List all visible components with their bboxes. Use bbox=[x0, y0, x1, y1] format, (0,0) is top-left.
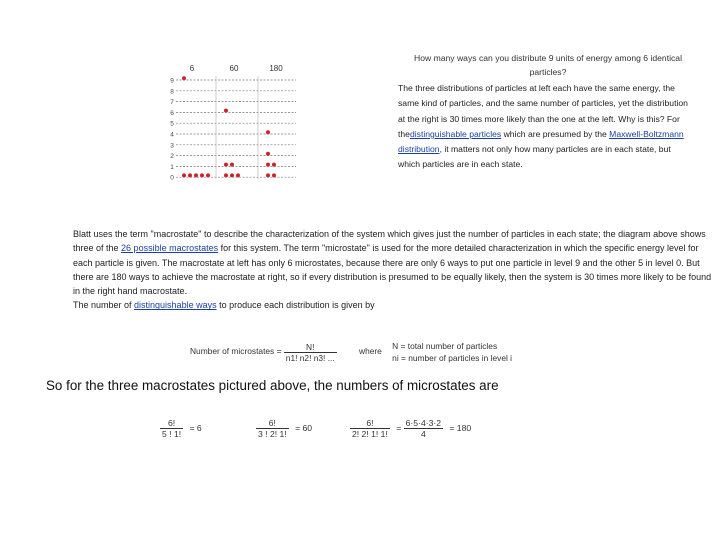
calc1-numerator: 6! bbox=[160, 418, 183, 429]
particle-dot-6-level0-5 bbox=[206, 173, 210, 177]
calc2-fraction bbox=[256, 418, 289, 439]
formula-fraction bbox=[284, 342, 337, 363]
level-label-5: 5 bbox=[170, 120, 174, 128]
particle-dot-6-level0-4 bbox=[200, 173, 204, 177]
calc3-mid-numerator: 6·5·4·3·2 bbox=[405, 418, 442, 428]
particle-dot-60-level0-1 bbox=[224, 173, 228, 177]
formula-numerator: N! bbox=[284, 342, 337, 353]
calc3-denominator: 2! 2! 1! 1! bbox=[352, 429, 388, 439]
link-distinguishable-ways[interactable]: distinguishable ways bbox=[134, 300, 217, 311]
intro-part2: which are presumed by the bbox=[501, 128, 610, 139]
calc1-result: = 6 bbox=[189, 422, 202, 433]
calc-macrostate-60 bbox=[256, 418, 312, 439]
particle-dot-6-level9-1 bbox=[182, 76, 186, 80]
calc-macrostate-6 bbox=[160, 418, 202, 439]
calc3-result: = 180 bbox=[449, 422, 472, 433]
calc2-result: = 60 bbox=[295, 422, 313, 433]
particle-dot-180-level0-1 bbox=[266, 173, 270, 177]
formula-def-ni: ni = number of particles in level i bbox=[392, 353, 513, 363]
calc3-mid-denominator: 4 bbox=[420, 429, 426, 439]
particle-dot-60-level1-2 bbox=[230, 163, 234, 167]
particle-dot-6-level0-1 bbox=[182, 173, 186, 177]
para-part1: Blatt uses the term "macrostate" to describe the characterization of the system which gives just the number of particles in each state; the diagram above shows three of the bbox=[73, 229, 706, 254]
formula-def-n: N = total number of particles bbox=[392, 341, 498, 351]
para-part3: The number of bbox=[73, 300, 135, 311]
level-label-9: 9 bbox=[170, 77, 174, 85]
link-26-macrostates[interactable]: 26 possible macrostates bbox=[121, 243, 219, 254]
microstates-heading: So for the three macrostates pictured above, the numbers of microstates are bbox=[46, 378, 499, 393]
calc3-mid-fraction bbox=[404, 418, 443, 439]
particle-dot-60-level1-1 bbox=[224, 163, 228, 167]
level-label-6: 6 bbox=[170, 109, 174, 117]
calc1-fraction bbox=[160, 418, 183, 439]
formula-lhs: Number of microstates = bbox=[190, 346, 282, 357]
particle-dot-180-level1-1 bbox=[266, 163, 270, 167]
para-part4: to produce each distribution is given by bbox=[216, 300, 375, 311]
particle-dot-180-level0-2 bbox=[272, 173, 276, 177]
formula-definitions bbox=[392, 340, 512, 364]
intro-part3: , it matters not only how many particles are in each state, but which particles are in each state. bbox=[398, 144, 671, 170]
level-label-2: 2 bbox=[170, 153, 174, 161]
calc2-numerator: 6! bbox=[256, 418, 289, 429]
particle-dot-180-level1-2 bbox=[272, 163, 276, 167]
column-header-60: 60 bbox=[229, 64, 239, 73]
particle-dot-180-level4-1 bbox=[266, 130, 270, 134]
macrostate-paragraph bbox=[73, 227, 713, 313]
particle-dot-60-level6-1 bbox=[224, 109, 228, 113]
formula-where: where bbox=[359, 346, 382, 357]
calc3-numerator: 6! bbox=[350, 418, 390, 429]
column-header-180: 180 bbox=[269, 64, 283, 73]
level-label-7: 7 bbox=[170, 99, 174, 107]
particle-dot-60-level0-2 bbox=[230, 173, 234, 177]
particle-dot-6-level0-3 bbox=[194, 173, 198, 177]
microstate-formula bbox=[190, 340, 512, 364]
intro-part1: The three distributions of particles at left each have the same energy, the same kind of particles, and the same number of particles, yet the distribution at the right is 30 times more likely than the one at the left. Why is this? For the bbox=[398, 83, 688, 139]
question-title: How many ways can you distribute 9 units of energy among 6 identical particles? bbox=[414, 53, 682, 77]
calc1-denominator: 5 ! 1! bbox=[162, 429, 182, 439]
particle-dot-60-level0-3 bbox=[236, 173, 240, 177]
macrostate-diagram bbox=[168, 62, 298, 182]
level-label-0: 0 bbox=[170, 174, 174, 182]
level-label-1: 1 bbox=[170, 163, 174, 171]
calc3-fraction bbox=[350, 418, 390, 439]
link-maxwell-boltzmann[interactable]: Maxwell-Boltzmann distribution bbox=[398, 128, 684, 155]
level-label-8: 8 bbox=[170, 88, 174, 96]
particle-dot-180-level2-1 bbox=[266, 152, 270, 156]
para-part2: for this system. The term "microstate" is used for the more detailed characterization in which the specific energy level for each particle is given. The macrostate at left has only 6 microstates, because there are only 6 ways to put one particle in level 9 and the other 5 in level 0. But there are 180 ways to achieve the macrostate at right, so if every distribution is presumed to be equally likely, then the system is 30 times more likely to be found in the right hand macrostate. bbox=[73, 243, 712, 297]
level-label-4: 4 bbox=[170, 131, 174, 139]
formula-denominator: n1! n2! n3! ... bbox=[285, 352, 335, 363]
intro-text bbox=[398, 81, 688, 173]
level-label-3: 3 bbox=[170, 142, 174, 150]
column-header-6: 6 bbox=[189, 64, 195, 73]
particle-dot-6-level0-2 bbox=[188, 173, 192, 177]
calc2-denominator: 3 ! 2! 1! bbox=[258, 429, 287, 439]
link-distinguishable-particles[interactable]: distinguishable particles bbox=[409, 128, 502, 139]
calc-macrostate-180: $\frac{6!}{2! 2! 1! 1!}$ = $\frac{6\cdot 5\cdot 4\cdot 3\cdot 2}{4}$ = 180 bbox=[352, 418, 472, 439]
